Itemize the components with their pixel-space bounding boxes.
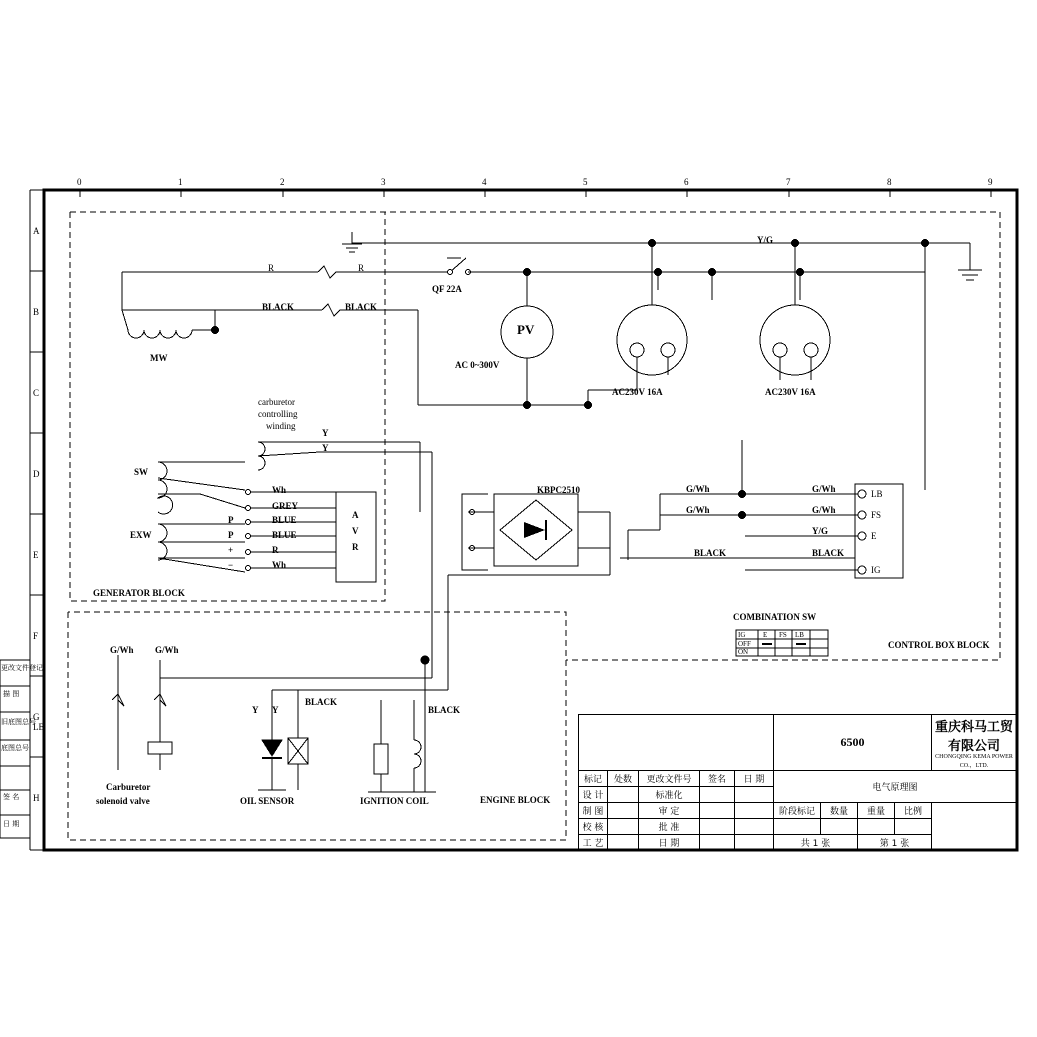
- role-process-val: [608, 835, 639, 851]
- margin-label-base-no: 底图总号: [1, 744, 29, 752]
- wire-label-black-cb-left: BLACK: [694, 548, 727, 558]
- sheet-index: 第 1 张: [858, 835, 932, 851]
- wire-label-gwh-eb2: G/Wh: [155, 645, 179, 655]
- csw-col-lb: LB: [795, 631, 804, 639]
- wire-label-gwh1: G/Wh: [686, 484, 710, 494]
- bridge-label: KBPC2510: [537, 485, 581, 495]
- avr-label-v: V: [352, 526, 359, 536]
- csw-row-off: OFF: [738, 640, 751, 648]
- terminal-label-ig: IG: [871, 565, 881, 575]
- carb-winding-line1: carburetor: [258, 397, 295, 407]
- title-block: [578, 714, 1017, 850]
- attr-header-weight: 重量: [858, 803, 895, 819]
- sheet-total: 共 1 张: [774, 835, 858, 851]
- wire-label-black-left: BLACK: [262, 302, 295, 312]
- rev-header-count: 处数: [608, 771, 639, 787]
- csw-row-on: ON: [738, 648, 749, 656]
- margin-label-change-reg: 更改文件登记: [1, 664, 43, 672]
- wire-label-gwh3: G/Wh: [812, 484, 836, 494]
- wire-label-p1: P: [228, 515, 234, 525]
- sub-winding-label: SW: [134, 467, 149, 477]
- control-box-block-label: CONTROL BOX BLOCK: [888, 640, 990, 650]
- carburetor-valve-line1: Carburetor: [106, 782, 151, 792]
- role-check-val: [608, 819, 639, 835]
- wire-label-y-eb1: Y: [252, 705, 259, 715]
- rev-date-val: [735, 787, 774, 803]
- wire-label-yg-top: Y/G: [757, 235, 774, 245]
- margin-label-trace: 描 图: [3, 690, 20, 698]
- wire-label-yg-cb: Y/G: [812, 526, 829, 536]
- blank-cell-3: [735, 835, 774, 851]
- voltmeter-range-label: AC 0~300V: [455, 360, 500, 370]
- role-draw-val: [608, 803, 639, 819]
- role-draw: 制 图: [579, 803, 608, 819]
- wire-label-r-avr: R: [272, 545, 279, 555]
- socket-left-label: AC230V 16A: [612, 387, 663, 397]
- role-standardize: 标准化: [639, 787, 700, 803]
- csw-col-ig: IG: [738, 631, 746, 639]
- drawing-sheet: 0 1 2 3 4 5 6 7 8 9 A B C D E F G H 更改文件登记 描 图 旧底图总号 底图总号 签 名 日 期 LB R R QF 22A BLACK BLACK Y/G PV AC 0~300V AC230V 16A AC230V 16A MW SW EXW carburetor controlling winding Y Y Wh GREY BLUE BLUE R Wh P P + − A V R KBPC2510 G/Wh G/Wh G/Wh G/Wh Y/G BLACK BLACK LB FS E IG GENERATOR BLOCK CONTROL BOX BLOCK COMBINATION SW ENGINE BLOCK IG E FS LB OFF ON G/Wh G/Wh Y Y BLACK BLACK Carburetor solenoid valve OIL SENSOR IGNITION COIL 6500 重庆科马工贸有限公司 CHONGQING KEMA POWER CO.，LTD. 标记 处数 更改文件号 签名 日 期 电气原理图 设 计 标准化 制 图 审 定 阶段标记 数量 重量 比例 校 核 批 准 工 艺 日 期 共 1 张 第 1 张: [0, 0, 1037, 1037]
- wire-label-wh1: Wh: [272, 485, 287, 495]
- attr-header-qty: 数量: [821, 803, 858, 819]
- csw-col-fs: FS: [779, 631, 787, 639]
- combination-sw-label: COMBINATION SW: [733, 612, 817, 622]
- breaker-label: QF 22A: [432, 284, 462, 294]
- carb-winding-line3: winding: [266, 421, 296, 431]
- attr-val-scale: [895, 819, 932, 835]
- oil-sensor-label: OIL SENSOR: [240, 796, 295, 806]
- margin-label-old-base: 旧底图总号: [1, 718, 36, 726]
- csw-col-e: E: [763, 631, 768, 639]
- engine-block-label: ENGINE BLOCK: [480, 795, 551, 805]
- carb-winding-line2: controlling: [258, 409, 298, 419]
- role-date-val: [700, 835, 735, 851]
- margin-label-sign: 签 名: [3, 793, 20, 801]
- wire-label-gwh-eb1: G/Wh: [110, 645, 134, 655]
- role-standardize-val: [700, 787, 735, 803]
- rev-header-docno: 更改文件号: [639, 771, 700, 787]
- wire-label-r-right: R: [358, 263, 365, 273]
- wire-label-blue2: BLUE: [272, 530, 297, 540]
- attr-blank-area: [932, 803, 1017, 851]
- terminal-label-fs: FS: [871, 510, 882, 520]
- wire-label-black-right: BLACK: [345, 302, 378, 312]
- margin-label-lb: LB: [33, 722, 45, 732]
- generator-block-label: GENERATOR BLOCK: [93, 588, 185, 598]
- role-verify-val: [700, 803, 735, 819]
- wire-label-gwh4: G/Wh: [812, 505, 836, 515]
- rev-empty-area: [579, 715, 774, 771]
- wire-label-p2: P: [228, 530, 234, 540]
- wire-label-gwh2: G/Wh: [686, 505, 710, 515]
- wire-label-minus: −: [228, 560, 234, 570]
- exciter-winding-label: EXW: [130, 530, 152, 540]
- company-name-cn: 重庆科马工贸有限公司: [934, 720, 1013, 754]
- wire-label-blue1: BLUE: [272, 515, 297, 525]
- wire-label-wh2: Wh: [272, 560, 287, 570]
- avr-label-a: A: [352, 510, 359, 520]
- wire-label-y-eb2: Y: [272, 705, 279, 715]
- carburetor-valve-line2: solenoid valve: [96, 796, 150, 806]
- rev-header-mark: 标记: [579, 771, 608, 787]
- attr-header-scale: 比例: [895, 803, 932, 819]
- role-design: 设 计: [579, 787, 608, 803]
- blank-cell-2: [735, 819, 774, 835]
- wire-label-grey: GREY: [272, 501, 299, 511]
- model-cell: 6500: [774, 715, 932, 771]
- title-block-table: [578, 714, 1017, 851]
- wire-label-black-eb1: BLACK: [305, 697, 338, 707]
- role-approve: 批 准: [639, 819, 700, 835]
- wire-label-y1: Y: [322, 428, 329, 438]
- attr-val-stage: [774, 819, 821, 835]
- company-name-en: CHONGQING KEMA POWER CO.，LTD.: [935, 754, 1013, 769]
- wire-label-black-cb-right: BLACK: [812, 548, 845, 558]
- rev-header-sign: 签名: [700, 771, 735, 787]
- voltmeter-label: PV: [517, 322, 535, 337]
- margin-label-date: 日 期: [3, 820, 20, 828]
- drawing-title-cn: 电气原理图: [774, 771, 1017, 803]
- rev-header-date: 日 期: [735, 771, 774, 787]
- wire-label-black-eb2: BLACK: [428, 705, 461, 715]
- company-cell: [932, 715, 1017, 771]
- main-winding-label: MW: [150, 353, 168, 363]
- terminal-label-e: E: [871, 531, 877, 541]
- role-design-val: [608, 787, 639, 803]
- wire-label-plus: +: [228, 545, 234, 555]
- attr-val-weight: [858, 819, 895, 835]
- terminal-label-lb: LB: [871, 489, 883, 499]
- role-approve-val: [700, 819, 735, 835]
- socket-right-label: AC230V 16A: [765, 387, 816, 397]
- attr-val-qty: [821, 819, 858, 835]
- wire-label-r-left: R: [268, 263, 275, 273]
- role-verify: 审 定: [639, 803, 700, 819]
- role-process: 工 艺: [579, 835, 608, 851]
- ignition-coil-label: IGNITION COIL: [360, 796, 429, 806]
- avr-label-r: R: [352, 542, 359, 552]
- attr-header-stage: 阶段标记: [774, 803, 821, 819]
- role-check: 校 核: [579, 819, 608, 835]
- wire-label-y2: Y: [322, 443, 329, 453]
- blank-cell-1: [735, 803, 774, 819]
- role-date: 日 期: [639, 835, 700, 851]
